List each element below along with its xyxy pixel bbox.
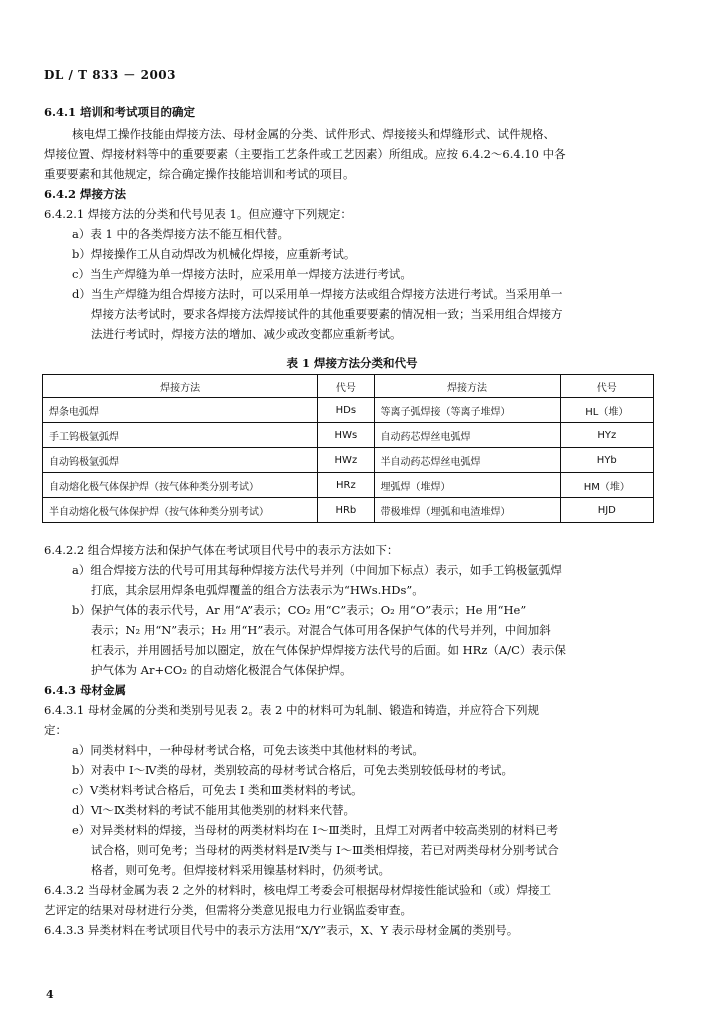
table-cell: 自动药芯焊丝电弧焊 [374,423,560,448]
section-6-4-2-heading: 6.4.2 焊接方法 [44,187,127,201]
table-cell: HYb [560,448,653,473]
table-cell: 等离子弧焊接（等离子堆焊） [374,398,560,423]
table-cell: HM（堆） [560,473,653,498]
table-1 [42,374,654,523]
paragraph-line: 重要要素和其他规定，综合确定操作技能培训和考试的项目。 [44,167,355,181]
column-header: 代号 [560,375,653,398]
section-6-4-1-heading: 6.4.1 培训和考试项目的确定 [44,105,196,119]
table-row [43,498,654,523]
section-6-4-3-heading: 6.4.3 母材金属 [44,683,127,697]
table-row [43,448,654,473]
table-cell: 埋弧焊（堆焊） [374,473,560,498]
table-header-row [43,375,654,398]
list-item-b: b）对表中 Ⅰ～Ⅳ类的母材，类别较高的母材考试合格后，可免去类别较低母材的考试。 [72,763,514,777]
list-item-e-cont: 试合格，则可免考；当母材的两类材料是Ⅳ类与 Ⅰ～Ⅲ类相焊接，若已对两类母材分别考试合 [91,843,559,857]
page-number: 4 [46,988,54,1001]
column-header: 焊接方法 [43,375,318,398]
column-header: 代号 [318,375,374,398]
table-cell: 带极堆焊（埋弧和电渣堆焊） [374,498,560,523]
table-1-caption: 表 1 焊接方法分类和代号 [286,356,418,370]
table-cell: HRb [318,498,374,523]
list-item-b: b）保护气体的表示代号，Ar 用“A”表示；CO₂ 用“C”表示；O₂ 用“O”表示；He 用“He” [72,603,527,617]
clause-6-4-3-1-cont: 定： [44,723,67,737]
table-cell: 半自动熔化极气体保护焊（按气体种类分别考试） [43,498,318,523]
table-cell: HJD [560,498,653,523]
table-cell: 自动熔化极气体保护焊（按气体种类分别考试） [43,473,318,498]
column-header: 焊接方法 [374,375,560,398]
table-cell: HL（堆） [560,398,653,423]
list-item-e: e）对异类材料的焊接，当母材的两类材料均在 Ⅰ～Ⅲ类时，且焊工对两者中较高类别的材料已考 [72,823,559,837]
standard-header: DL / T 833 － 2003 [44,68,176,82]
clause-6-4-3-3: 6.4.3.3 异类材料在考试项目代号中的表示方法用“X/Y”表示，X、Y 表示母材金属的类别号。 [44,923,519,937]
clause-6-4-3-1: 6.4.3.1 母材金属的分类和类别号见表 2。表 2 中的材料可为轧制、锻造和铸造，并应符合下列规 [44,703,539,717]
table-cell: HYz [560,423,653,448]
list-item-d-cont: 法进行考试时，焊接方法的增加、减少或改变都应重新考试。 [91,327,402,341]
list-item-c: c）当生产焊缝为单一焊接方法时，应采用单一焊接方法进行考试。 [72,267,412,281]
clause-6-4-3-2: 6.4.3.2 当母材金属为表 2 之外的材料时，核电焊工考委会可根据母材焊接性能试验和（或）焊接工 [44,883,552,897]
clause-6-4-3-2-cont: 艺评定的结果对母材进行分类，但需将分类意见报电力行业锅监委审查。 [44,903,412,917]
table-cell: HWz [318,448,374,473]
list-item-a: a）组合焊接方法的代号可用其每种焊接方法代号并列（中间加下标点）表示，如手工钨极氩弧焊 [72,563,562,577]
clause-6-4-2-2: 6.4.2.2 组合焊接方法和保护气体在考试项目代号中的表示方法如下： [44,543,399,557]
list-item-a-cont: 打底，其余层用焊条电弧焊覆盖的组合方法表示为“HWs.HDs”。 [91,583,424,597]
list-item-d: d）当生产焊缝为组合焊接方法时，可以采用单一焊接方法或组合焊接方法进行考试。当采用单一 [72,287,563,301]
list-item-d-cont: 焊接方法考试时，要求各焊接方法焊接试件的其他重要要素的情况相一致；当采用组合焊接方 [91,307,563,321]
list-item-b: b）焊接操作工从自动焊改为机械化焊接，应重新考试。 [72,247,356,261]
list-item-a: a）同类材料中，一种母材考试合格，可免去该类中其他材料的考试。 [72,743,424,757]
table-row [43,423,654,448]
table-cell: HWs [318,423,374,448]
table-cell: 手工钨极氩弧焊 [43,423,318,448]
list-item-b-cont: 护气体为 Ar+CO₂ 的自动熔化极混合气体保护焊。 [91,663,352,677]
paragraph-line: 焊接位置、焊接材料等中的重要要素（主要指工艺条件或工艺因素）所组成。应按 6.4.2～6.4.10 中各 [44,147,566,161]
list-item-b-cont: 杠表示，并用圆括号加以圈定，放在气体保护焊焊接方法代号的后面。如 HRz（A/C）表示保 [91,643,566,657]
list-item-d: d）Ⅵ～Ⅸ类材料的考试不能用其他类别的材料来代替。 [72,803,356,817]
table-row [43,398,654,423]
list-item-b-cont: 表示；N₂ 用“N”表示；H₂ 用“H”表示。对混合气体可用各保护气体的代号并列，中间加斜 [91,623,551,637]
list-item-a: a）表 1 中的各类焊接方法不能互相代替。 [72,227,289,241]
list-item-e-cont: 格者，则可免考。但焊接材料采用镍基材料时，仍须考试。 [91,863,390,877]
clause-6-4-2-1: 6.4.2.1 焊接方法的分类和代号见表 1。但应遵守下列规定： [44,207,352,221]
table-cell: 自动钨极氩弧焊 [43,448,318,473]
table-cell: 焊条电弧焊 [43,398,318,423]
table-cell: HDs [318,398,374,423]
table-cell: HRz [318,473,374,498]
list-item-c: c）Ⅴ类材料考试合格后，可免去 Ⅰ 类和Ⅲ类材料的考试。 [72,783,363,797]
table-row [43,473,654,498]
paragraph-line: 核电焊工操作技能由焊接方法、母材金属的分类、试件形式、焊接接头和焊缝形式、试件规格、 [72,127,555,141]
table-cell: 半自动药芯焊丝电弧焊 [374,448,560,473]
